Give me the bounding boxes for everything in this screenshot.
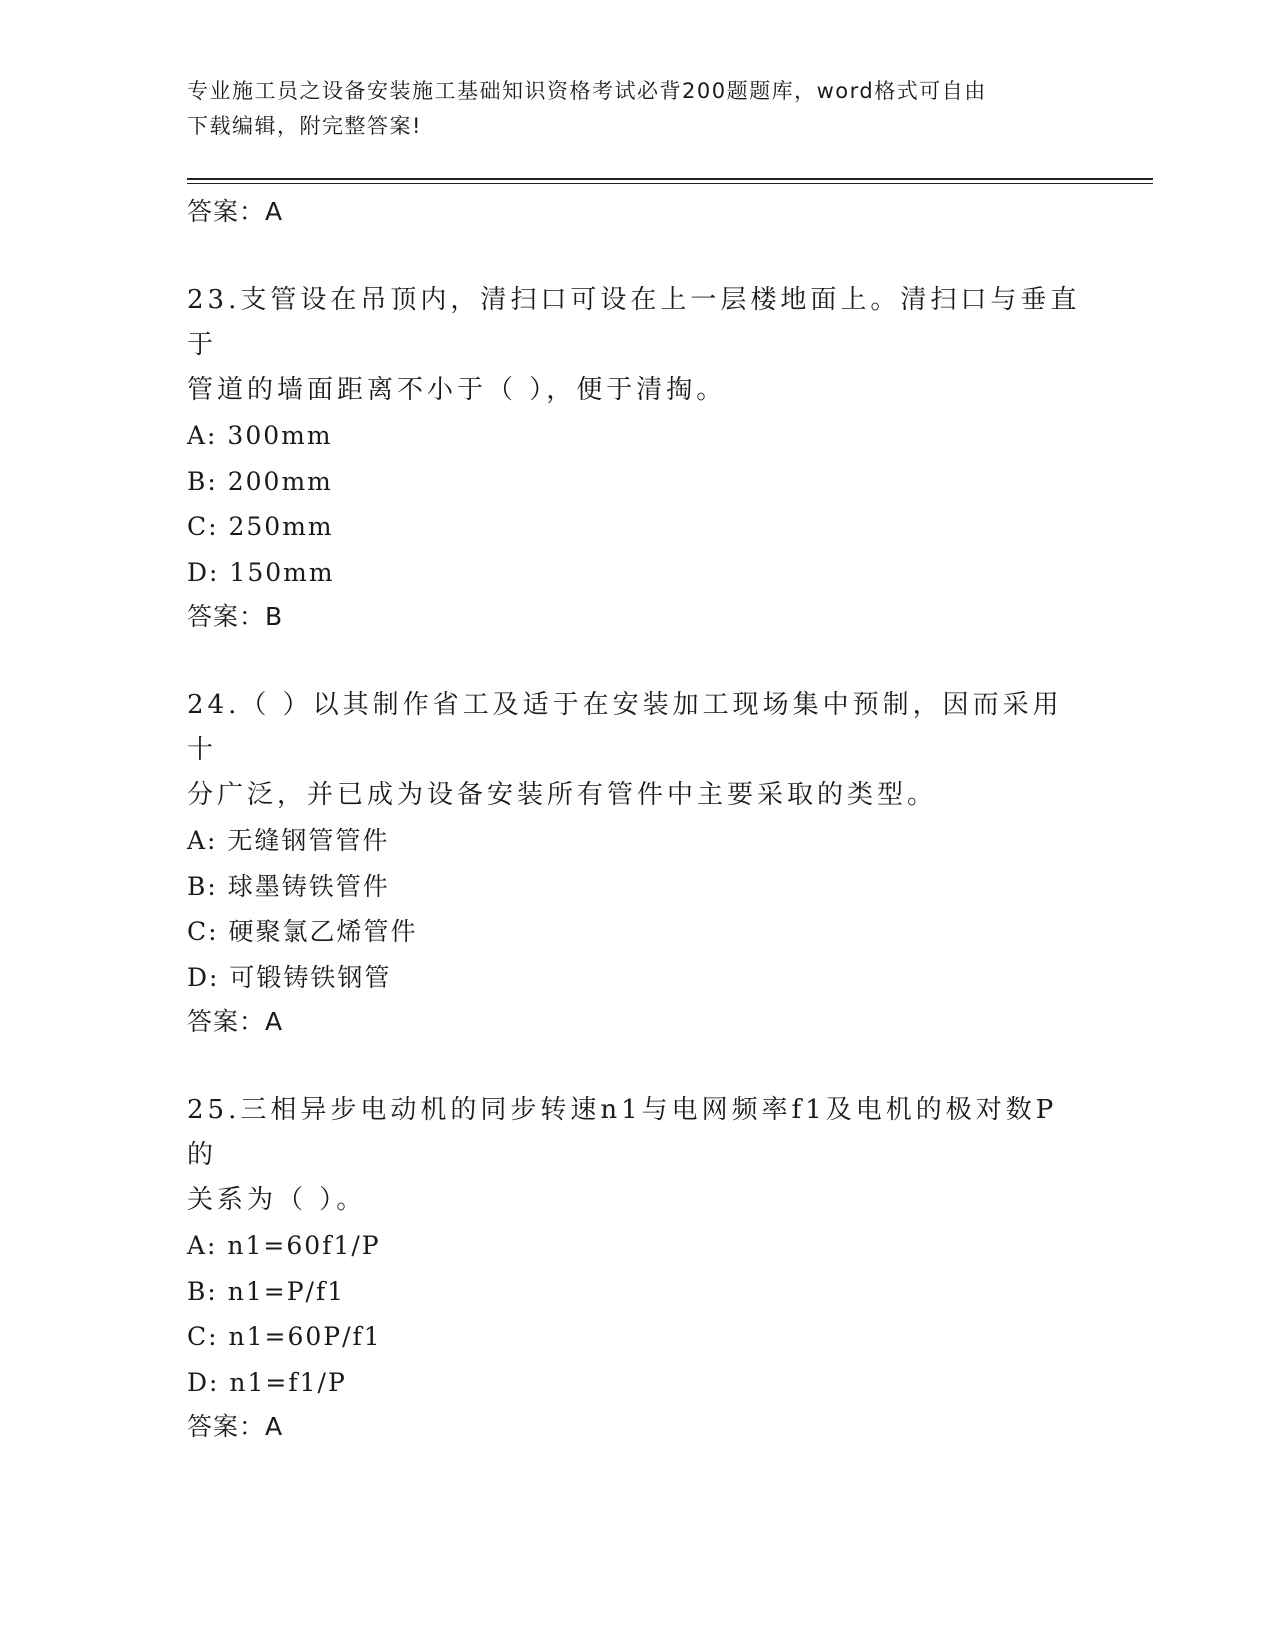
option-b: B: 球墨铸铁管件 xyxy=(187,871,390,901)
question-23 xyxy=(187,278,1087,639)
question-text-line-2: 关系为（ ）。 xyxy=(187,1185,367,1215)
header-line-2: 下载编辑，附完整答案! xyxy=(187,114,422,138)
question-text-line-1: 23.支管设在吊顶内，清扫口可设在上一层楼地面上。清扫口与垂直于 xyxy=(187,285,1081,360)
option-d: D: 150mm xyxy=(187,557,335,587)
option-a: A: 无缝钢管管件 xyxy=(187,826,390,855)
answer-line: 答案：B xyxy=(187,602,284,631)
option-c: C: 250mm xyxy=(187,512,334,541)
document-body xyxy=(187,190,1087,1449)
question-text-line-2: 管道的墙面距离不小于（ ），便于清掏。 xyxy=(187,375,727,405)
answer-line: 答案：A xyxy=(187,1412,284,1441)
option-a: A: 300mm xyxy=(187,421,333,450)
header-line-1: 专业施工员之设备安装施工基础知识资格考试必背200题题库，word格式可自由 xyxy=(187,79,987,103)
header-divider-thick xyxy=(187,178,1153,180)
document-header xyxy=(187,74,1077,144)
option-d: D: 可锻铸铁钢管 xyxy=(187,962,392,992)
option-c: C: n1=60P/f1 xyxy=(187,1322,382,1351)
option-b: B: n1=P/f1 xyxy=(187,1276,346,1306)
question-25 xyxy=(187,1088,1087,1449)
option-d: D: n1=f1/P xyxy=(187,1367,347,1397)
option-c: C: 硬聚氯乙烯管件 xyxy=(187,917,418,946)
answer-line: 答案：A xyxy=(187,197,284,226)
option-b: B: 200mm xyxy=(187,466,333,496)
answer-line: 答案：A xyxy=(187,1007,284,1036)
question-text-line-1: 24.（ ）以其制作省工及适于在安装加工现场集中预制，因而采用十 xyxy=(187,690,1063,765)
question-text-line-1: 25.三相异步电动机的同步转速n1与电网频率f1及电机的极对数P的 xyxy=(187,1095,1058,1170)
question-24 xyxy=(187,683,1087,1044)
option-a: A: n1=60f1/P xyxy=(187,1231,381,1260)
header-divider-thin xyxy=(187,183,1153,184)
question-text-line-2: 分广泛，并已成为设备安装所有管件中主要采取的类型。 xyxy=(187,780,938,810)
